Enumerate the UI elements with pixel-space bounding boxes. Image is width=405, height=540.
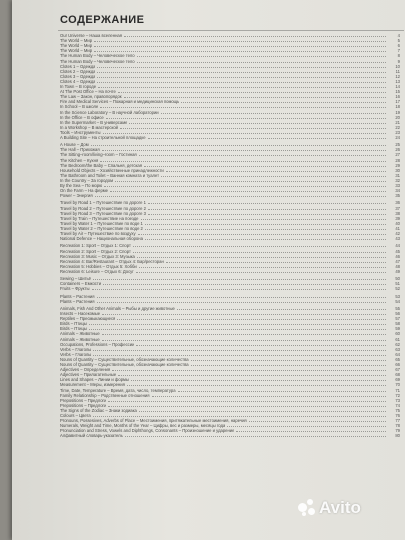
- dot-leader: [103, 132, 386, 134]
- dot-leader: [127, 384, 386, 386]
- toc-entry-page: 7: [397, 48, 400, 54]
- toc-entry-page: 11: [395, 68, 400, 74]
- toc-entry-page: 55: [395, 306, 400, 311]
- toc-entry-label: Travel by Train – Путешествие на поезде: [60, 215, 139, 221]
- toc-entry-label: Prepositions – Предлоги: [60, 402, 107, 408]
- toc-entry-page: 36: [395, 200, 400, 206]
- toc-entry-label: By the Sea – По морю: [60, 183, 103, 188]
- dot-leader: [106, 117, 386, 119]
- toc-entry-page: 63: [395, 346, 400, 352]
- title-divider: [58, 30, 404, 31]
- toc-entry-label: Sewing – Шитьё: [60, 276, 91, 282]
- dot-leader: [102, 339, 386, 341]
- dot-leader: [108, 405, 386, 407]
- dot-leader: [177, 308, 386, 310]
- toc-entry-label: The Law – Закон, правопорядок: [60, 94, 122, 100]
- toc-entry-page: 12: [395, 73, 400, 79]
- toc-entry-label: The Signs of the Zodiac – Знаки зодиака: [60, 407, 137, 413]
- toc-entry-label: Measurement – Меры, измерения: [60, 382, 125, 388]
- toc-entry-label: Adjectives – Определения: [60, 367, 111, 373]
- toc-entry-page: 28: [395, 157, 400, 163]
- toc-entry: [60, 236, 400, 241]
- toc-entry-label: The Human Body – Человеческое тело: [60, 53, 135, 59]
- toc-entry-page: 6: [397, 43, 400, 49]
- toc-entry-page: 47: [395, 258, 400, 264]
- toc-entry-label: In School – В школе: [60, 104, 99, 110]
- dot-leader: [125, 435, 386, 437]
- toc-entry-page: 67: [395, 367, 400, 373]
- toc-entry-page: 62: [395, 341, 400, 347]
- toc-entry-label: Birds – Птицы: [60, 321, 87, 327]
- toc-entry-page: 40: [395, 220, 400, 226]
- dot-leader: [136, 344, 386, 346]
- toc-entry-page: 5: [397, 38, 400, 44]
- toc-entry-label: Recreation 3: Music – Отдых 3: Музыка: [60, 253, 135, 259]
- dot-leader: [131, 379, 386, 381]
- toc-entry-page: 8: [397, 53, 400, 59]
- toc-entry-page: 54: [395, 298, 400, 304]
- watermark-text: Avito: [319, 498, 361, 517]
- toc-entry-page: 26: [395, 147, 400, 153]
- toc-entry-label: Travel by Water 1 – Путешествие по воде 1: [60, 220, 143, 226]
- toc-entry-page: 80: [395, 433, 400, 439]
- avito-watermark: [298, 498, 361, 518]
- toc-entry-label: National Defence – Национальная оборона: [60, 236, 143, 242]
- dot-leader: [145, 238, 386, 240]
- toc-entry-page: 58: [395, 321, 400, 327]
- toc-entry-label: Clotes 4 – Одежда: [60, 78, 96, 84]
- page-title: СОДЕРЖАНИЕ: [60, 14, 145, 26]
- toc-entry-page: 38: [395, 210, 400, 216]
- dot-leader: [124, 35, 386, 37]
- dot-leader: [145, 223, 386, 225]
- toc-entry-page: 34: [395, 188, 400, 194]
- toc-entry-label: Pronouns, Possesives, Adverbs of Place – Местоимения, притяжательные местоимения, наречия: [60, 418, 247, 424]
- toc-entry-page: 77: [395, 418, 400, 424]
- book-page: [12, 0, 405, 540]
- toc-entry-label: In a Workshop – В мастерской: [60, 124, 119, 130]
- toc-entry-label: The Kitchen – Кухня: [60, 157, 99, 163]
- dot-leader: [97, 71, 386, 73]
- dot-leader: [152, 395, 386, 397]
- toc-entry-page: 45: [395, 248, 400, 254]
- toc-entry-page: 32: [395, 177, 400, 183]
- dot-leader: [136, 271, 386, 273]
- toc-entry-label: Clotes 1 – Одежда: [60, 63, 96, 69]
- toc-entry-label: In the Country – За городом: [60, 177, 113, 183]
- table-of-contents: [60, 33, 400, 438]
- toc-entry-page: 15: [395, 89, 400, 95]
- toc-entry: [60, 193, 400, 198]
- dot-leader: [144, 165, 386, 167]
- toc-entry: [60, 286, 400, 291]
- toc-entry-label: The World – Мир: [60, 43, 93, 49]
- toc-entry-label: Family Relationship – Родственные отношения: [60, 392, 150, 398]
- dot-leader: [148, 137, 386, 139]
- toc-entry-label: Adjectives – Прилагательные: [60, 372, 117, 378]
- toc-entry-page: 59: [395, 326, 400, 332]
- toc-entry-label: Pronunciation and Stress, Vowels and Diphthongs, Consonants – Произношение и ударение: [60, 428, 235, 434]
- dot-leader: [112, 369, 386, 371]
- dot-leader: [139, 154, 386, 156]
- toc-entry-page: 66: [395, 362, 400, 368]
- toc-entry-page: 20: [395, 114, 400, 120]
- toc-entry-label: Nouns of Quantity – Существительные, обозначающие количества: [60, 362, 189, 368]
- toc-entry-page: 24: [395, 134, 400, 140]
- toc-entry: [60, 269, 400, 274]
- toc-entry-page: 48: [395, 263, 400, 269]
- toc-entry-label: Household Objects – Хозяйственные принадлежности: [60, 167, 164, 173]
- toc-entry-page: 31: [395, 172, 400, 178]
- toc-entry-label: The Bathroom and Toilet – Ванная комната и туалет: [60, 172, 160, 178]
- dot-leader: [148, 208, 386, 210]
- dot-leader: [178, 390, 386, 392]
- toc-entry-page: 75: [395, 407, 400, 413]
- toc-entry-label: Recreation 5: Hobbies – Отдых 5: Хобби: [60, 263, 137, 269]
- toc-entry-label: A Building Site – На строительной площадке: [60, 134, 146, 140]
- toc-entry-page: 49: [395, 268, 400, 274]
- dot-leader: [97, 81, 386, 83]
- dot-leader: [137, 61, 386, 63]
- dot-leader: [139, 266, 386, 268]
- toc-entry-label: Lines and Shapes – Линии и формы: [60, 377, 129, 383]
- toc-entry-page: 69: [395, 377, 400, 383]
- toc-entry-page: 79: [395, 428, 400, 434]
- toc-entry-label: Recreation 2: Sport – Отдых 2: Спорт: [60, 248, 131, 254]
- toc-entry-label: Colours – Цвета: [60, 412, 91, 418]
- toc-entry-page: 29: [395, 162, 400, 168]
- toc-entry-label: The World – Мир: [60, 48, 93, 54]
- dot-leader: [148, 213, 386, 215]
- dot-leader: [108, 400, 386, 402]
- toc-entry-label: Animals – Животные: [60, 331, 100, 337]
- dot-leader: [94, 50, 386, 52]
- toc-entry-page: 41: [395, 225, 400, 231]
- toc-entry-page: 17: [395, 99, 400, 105]
- dot-leader: [124, 96, 386, 98]
- toc-entry-label: Animals – Животные: [60, 336, 100, 342]
- dot-leader: [97, 76, 386, 78]
- toc-entry-label: Recreation 6: Leisure – Отдых 6: Досуг: [60, 268, 134, 274]
- toc-entry-page: 60: [395, 331, 400, 337]
- toc-entry-page: 30: [395, 167, 400, 173]
- toc-entry-label: Travel by Road 3 – Путешествие по дороге 3: [60, 210, 146, 216]
- dot-leader: [93, 354, 386, 356]
- toc-entry-label: Prepositions – Предлоги: [60, 397, 107, 403]
- toc-entry-label: Plants – Растения: [60, 293, 95, 299]
- toc-entry-label: Recreation 4: Bar/Restaurant – Отдых 4: Бар/ресторан: [60, 258, 164, 264]
- dot-leader: [93, 278, 386, 280]
- dot-leader: [97, 66, 386, 68]
- dot-leader: [141, 218, 387, 220]
- toc-entry-page: 43: [395, 236, 400, 242]
- toc-entry: [60, 433, 400, 438]
- toc-entry-page: 33: [395, 183, 400, 188]
- toc-entry-page: 61: [395, 336, 400, 342]
- toc-entry-label: The Bedroom/the Baby – Спальня, детская: [60, 162, 142, 168]
- dot-leader: [118, 91, 386, 93]
- dot-leader: [166, 261, 386, 263]
- toc-entry-page: 64: [395, 351, 400, 357]
- dot-leader: [133, 245, 386, 247]
- toc-entry-page: 74: [395, 402, 400, 408]
- toc-entry: [60, 135, 400, 140]
- dot-leader: [129, 122, 386, 124]
- toc-entry-label: In the Science Laboratory – В научной лаборатории: [60, 109, 159, 115]
- toc-entry-page: 57: [395, 316, 400, 322]
- toc-entry-page: 46: [395, 253, 400, 259]
- toc-entry-label: Travel by Road 1 – Путешествие по дороге 1: [60, 200, 146, 206]
- dot-leader: [95, 195, 386, 197]
- toc-entry-label: Insects – Насекомые: [60, 311, 101, 317]
- toc-entry-page: 23: [395, 129, 400, 135]
- toc-entry-page: 71: [395, 387, 400, 393]
- toc-entry-label: The Human Body – Человеческое тело: [60, 58, 135, 64]
- toc-entry-page: 72: [395, 392, 400, 398]
- toc-entry-page: 52: [395, 286, 400, 292]
- dot-leader: [137, 55, 386, 57]
- dot-leader: [166, 170, 386, 172]
- toc-entry-page: 68: [395, 372, 400, 378]
- toc-entry-page: 22: [395, 124, 400, 130]
- dot-leader: [98, 86, 386, 88]
- dot-leader: [137, 256, 386, 258]
- dot-leader: [148, 202, 386, 204]
- toc-entry-label: Birds – Птицы: [60, 326, 87, 332]
- toc-entry-page: 13: [395, 78, 400, 84]
- toc-entry-page: 9: [397, 58, 400, 64]
- toc-entry-label: Reptiles – Пресмыкающиеся: [60, 316, 116, 322]
- toc-entry-page: 25: [395, 142, 400, 148]
- toc-entry-label: Tools – Инструменты: [60, 129, 101, 135]
- toc-entry-page: 21: [395, 119, 400, 125]
- toc-entry-page: 10: [395, 63, 400, 69]
- dot-leader: [102, 149, 386, 151]
- dot-leader: [94, 45, 386, 47]
- dot-leader: [92, 288, 387, 290]
- dot-leader: [181, 101, 386, 103]
- toc-entry-page: 14: [395, 84, 400, 90]
- toc-entry-page: 51: [395, 281, 400, 287]
- toc-entry-label: Clotes 3 – Одежда: [60, 73, 96, 79]
- toc-entry-label: Travel by Road 2 – Путешествие по дороге 2: [60, 205, 146, 211]
- toc-entry-label: Travel by Air – Путешествие по воздуху: [60, 231, 136, 237]
- toc-entry-label: Time, Date, Temperature – Время, дата, число, температура: [60, 387, 176, 393]
- toc-entry-label: Plants – Растения: [60, 298, 95, 304]
- dot-leader: [236, 430, 386, 432]
- dot-leader: [102, 313, 386, 315]
- dot-leader: [103, 283, 386, 285]
- toc-entry-label: Fire and Medical Services – Пожарная и медицинская помощь: [60, 99, 180, 105]
- toc-entry-page: 76: [395, 412, 400, 418]
- dot-leader: [227, 425, 386, 427]
- dot-leader: [100, 160, 386, 162]
- toc-entry-label: In the Supermarket – В универсаме: [60, 119, 128, 125]
- toc-entry-page: 50: [395, 276, 400, 282]
- toc-entry: [60, 299, 400, 304]
- toc-entry-page: 73: [395, 397, 400, 403]
- toc-entry-page: 16: [395, 94, 400, 100]
- toc-entry-label: Power – Энергия: [60, 193, 93, 199]
- toc-entry-label: Verbs – Глаголы: [60, 346, 92, 352]
- toc-entry-page: 65: [395, 356, 400, 362]
- toc-entry-page: 18: [395, 104, 400, 110]
- toc-entry-label: Travel by Water 2 – Путешествие по воде 2: [60, 225, 143, 231]
- dot-leader: [161, 112, 386, 114]
- toc-entry-label: In the Office – В офисе: [60, 114, 104, 120]
- toc-entry-label: Numerals, Weight and Time, Months of the Year – Цифры, вес и размеры, месяцы года: [60, 423, 226, 429]
- toc-entry-label: Verbs – Глаголы: [60, 351, 92, 357]
- toc-entry-page: 70: [395, 382, 400, 388]
- toc-entry-page: 4: [397, 33, 400, 39]
- dot-leader: [110, 190, 386, 192]
- toc-entry-label: Occupations, Professions – Профессии: [60, 341, 135, 347]
- toc-entry-page: 19: [395, 109, 400, 115]
- avito-dots-logo: [298, 499, 316, 517]
- dot-leader: [139, 410, 386, 412]
- toc-entry-page: 37: [395, 205, 400, 211]
- toc-entry-page: 42: [395, 231, 400, 237]
- dot-leader: [91, 144, 386, 146]
- dot-leader: [94, 40, 386, 42]
- dot-leader: [191, 364, 386, 366]
- toc-entry-label: On the Farm – На ферме: [60, 188, 108, 194]
- toc-entry-label: Animals, Fish And Other Animals – Рыбы и другие животные: [60, 306, 175, 311]
- toc-entry-label: Our Universe – Наша вселенная: [60, 33, 122, 39]
- dot-leader: [120, 127, 386, 129]
- dot-leader: [104, 185, 386, 187]
- toc-entry-page: 35: [395, 193, 400, 199]
- dot-leader: [138, 233, 386, 235]
- toc-entry-label: The World – Мир: [60, 38, 93, 44]
- toc-entry-label: Containers – Емкости: [60, 281, 102, 287]
- dot-leader: [117, 318, 386, 320]
- toc-entry-label: Clotes 2 – Одежда: [60, 68, 96, 74]
- toc-entry-page: 39: [395, 215, 400, 221]
- toc-entry-label: The Hall – Прихожая: [60, 147, 100, 153]
- toc-entry-page: 27: [395, 152, 400, 158]
- toc-entry-page: 44: [395, 243, 400, 249]
- dot-leader: [100, 106, 386, 108]
- dot-leader: [191, 359, 386, 361]
- dot-leader: [93, 415, 386, 417]
- toc-entry-label: Fruits – Фрукты: [60, 286, 90, 292]
- dot-leader: [89, 323, 386, 325]
- dot-leader: [93, 349, 386, 351]
- toc-entry-label: The Sitting–room/living–room – Гостиная: [60, 152, 137, 158]
- dot-leader: [145, 228, 386, 230]
- dot-leader: [118, 374, 386, 376]
- toc-entry-label: Nouns of Quantity – Существительные, обозначающие количества: [60, 356, 189, 362]
- toc-entry-page: 56: [395, 311, 400, 317]
- dot-leader: [133, 251, 386, 253]
- dot-leader: [97, 301, 387, 303]
- toc-entry-label: At The Post Office – На почте: [60, 89, 116, 95]
- toc-entry-label: Recreation 1: Sport – Отдых 1: Спорт: [60, 243, 131, 249]
- toc-entry-label: In Town – В городе: [60, 84, 97, 90]
- dot-leader: [102, 333, 386, 335]
- toc-entry-page: 78: [395, 423, 400, 429]
- dot-leader: [161, 175, 386, 177]
- dot-leader: [115, 180, 386, 182]
- dot-leader: [249, 420, 386, 422]
- toc-entry-page: 53: [395, 293, 400, 299]
- toc-entry-label: Алфавитный словарь-указатель: [60, 433, 123, 439]
- toc-entry-label: A House – Дом: [60, 142, 89, 148]
- dot-leader: [89, 328, 386, 330]
- dot-leader: [97, 296, 387, 298]
